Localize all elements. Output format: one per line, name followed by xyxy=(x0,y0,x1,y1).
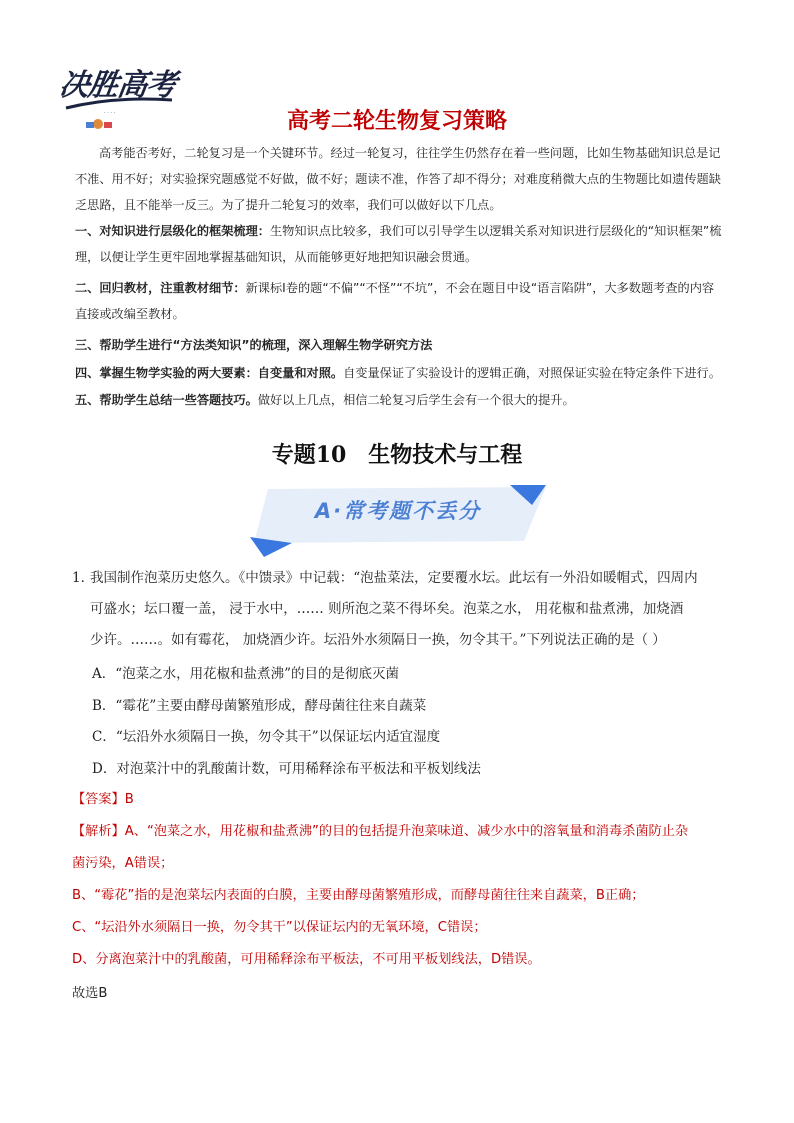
answer-label: 【答案】B xyxy=(72,792,134,807)
strategy-point-heading: 五、帮助学生总结一些答题技巧。 xyxy=(75,393,258,407)
category-banner xyxy=(248,483,548,557)
strategy-point-heading: 四、掌握生物学实验的两大要素：自变量和对照。 xyxy=(75,366,344,380)
option-d: D．对泡菜汁中的乳酸菌计数，可用稀释涂布平板法和平板划线法 xyxy=(92,761,481,777)
conclusion: 故选B xyxy=(72,986,108,1001)
option-a: A．“泡菜之水，用花椒和盐煮沸”的目的是彻底灭菌 xyxy=(92,666,400,682)
question-line: 少许。……。如有霉花， 加烧酒少许。坛沿外水须隔日一换，勿令其干。”下列说法正确的是（ ） xyxy=(90,632,666,648)
strategy-point-body: 自变量保证了实验设计的逻辑正确，对照保证实验在特定条件下进行。 xyxy=(343,366,721,380)
question-stem xyxy=(72,563,732,656)
strategy-point-3 xyxy=(75,332,725,358)
svg-text:· · · ·: · · · · xyxy=(104,110,116,116)
question-number: 1． xyxy=(72,570,95,586)
answer-block xyxy=(72,784,732,976)
strategy-point-1 xyxy=(75,218,725,270)
option-b: B．“霉花”主要由酵母菌繁殖形成，酵母菌往往来自蔬菜 xyxy=(92,698,427,714)
analysis-line: 【解析】A、“泡菜之水，用花椒和盐煮沸”的目的包括提升泡菜味道、减少水中的溶氧量和消毒杀菌防止杂 xyxy=(72,824,689,839)
analysis-line: 菌污染，A错误； xyxy=(72,856,174,871)
page-title: 高考二轮生物复习策略 xyxy=(286,109,507,134)
question-line: 1．我国制作泡菜历史悠久。《中馈录》中记载：“泡盐菜法，定要覆水坛。此坛有一外沿如暖帽式，四周内 xyxy=(72,563,732,594)
analysis-line: C、“坛沿外水须隔日一换，勿令其干”以保证坛内的无氧环境，C错误； xyxy=(72,920,487,935)
strategy-point-4 xyxy=(75,360,725,386)
strategy-point-heading: 一、对知识进行层级化的框架梳理： xyxy=(75,224,270,238)
strategy-point-5 xyxy=(75,387,725,413)
logo-text: 决胜高考 xyxy=(57,68,178,103)
question-line: 可盛水；坛口覆一盖， 浸于水中，…… 则所泡之菜不得坏矣。泡菜之水， 用花椒和盐煮沸，加烧酒 xyxy=(90,601,684,617)
strategy-point-2 xyxy=(75,275,725,327)
strategy-point-heading: 三、帮助学生进行“方法类知识”的梳理，深入理解生物学研究方法 xyxy=(75,338,433,352)
banner-label: A·常考题不丢分 xyxy=(314,499,482,523)
section-title: 专题10 生物技术与工程 xyxy=(271,442,523,468)
analysis-line: B、“霉花”指的是泡菜坛内表面的白膜，主要由酵母菌繁殖形成，而酵母菌往往来自蔬菜，B正确； xyxy=(72,888,645,903)
strategy-point-heading: 二、回归教材，注重教材细节： xyxy=(75,281,246,295)
analysis-line: D、分离泡菜汁中的乳酸菌，可用稀释涂布平板法，不可用平板划线法，D错误。 xyxy=(72,952,541,967)
option-c: C．“坛沿外水须隔日一换，勿令其干”以保证坛内适宜湿度 xyxy=(92,729,441,745)
strategy-point-body: 新课标Ⅰ卷的题“不偏”“不怪”“不坑”，不会在题目中设“语言陷阱”，大多数题考查的内容直接或改编至教材。 xyxy=(75,281,715,321)
strategy-point-body: 生物知识点比较多，我们可以引导学生以逻辑关系对知识进行层级化的“知识框架”梳理，以便让学生更牢固地掌握基础知识，从而能够更好地把知识融会贯通。 xyxy=(75,224,722,264)
intro-paragraph: 高考能否考好，二轮复习是一个关键环节。经过一轮复习，往往学生仍然存在着一些问题，比如生物基础知识总是记不准、用不好；对实验探究题感觉不好做，做不好；题读不准，作答了却不得分；对难度稍微大点的生物题比如遗传题缺乏思路，且不能举一反三。为了提升二轮复习的效率，我们可以做好以下几点。 xyxy=(75,146,721,212)
strategy-point-body: 做好以上几点，相信二轮复习后学生会有一个很大的提升。 xyxy=(257,393,575,407)
